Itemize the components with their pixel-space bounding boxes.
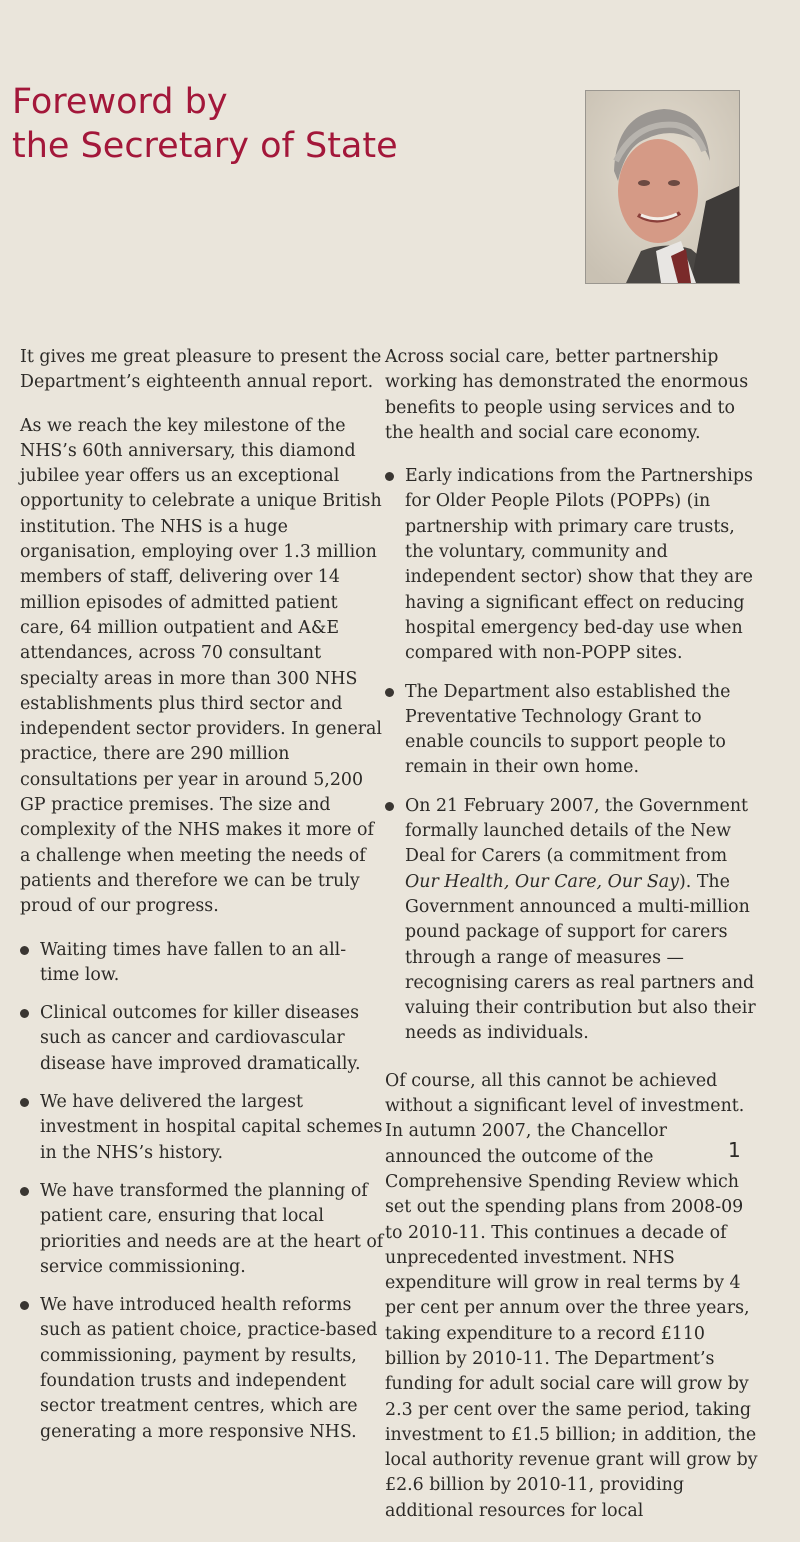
page-title [12,80,398,168]
list-item: We have transformed the planning of patient care, ensuring that local priorities and needs are at the heart of service commissioning. [20,1179,385,1280]
page-number: 1 [728,1138,741,1162]
social-care-list [385,464,760,1047]
nhs-anniversary-paragraph: As we reach the key milestone of the NHS’s 60th anniversary, this diamond jubilee year offers us an exceptional opportunity to celebrate a unique British institution. The NHS is a huge organisation, employing over 1.3 million members of staff, delivering over 14 million episodes of admitted patient care, 64 million outpatient and A&E attendances, across 70 consultant specialty areas in more than 300 NHS establishments plus third sector and independent sector providers. In general practice, there are 290 million consultations per year in around 5,200 GP practice premises. The size and complexity of the NHS makes it more of a challenge when meeting the needs of patients and therefore we can be truly proud of our progress. [20,415,382,917]
right-column [385,345,760,1542]
portrait-icon [586,91,739,283]
left-column [20,345,385,1458]
list-item: Waiting times have fallen to an all-time low. [20,938,385,989]
list-item-text: On 21 February 2007, the Government formally launched details of the New Deal for Carers (a commitment from [405,795,749,867]
intro-paragraph: It gives me great pleasure to present the Department’s eighteenth annual report. [20,347,382,393]
social-care-paragraph: Across social care, better partnership working has demonstrated the enormous benefits to people using services and to the health and social care economy. [385,347,749,443]
list-item: The Department also established the Preventative Technology Grant to enable councils to support people to remain in their own home. [385,680,760,781]
portrait-photo [585,90,740,284]
investment-paragraph: Of course, all this cannot be achieved without a significant level of investment. In autumn 2007, the Chancellor announced the outcome of the Comprehensive Spending Review which set out the spending plans from 2008-09 to 2010-11. This continues a decade of unprecedented investment. NHS expenditure will grow in real terms by 4 per cent per annum over the three years, taking expenditure to a record £110 billion by 2010-11. The Department’s funding for adult social care will grow by 2.3 per cent over the same period, taking investment to £1.5 billion; in addition, the local authority revenue grant will grow by £2.6 billion by 2010-11, providing additional resources for local [385,1070,758,1521]
title-line-1: Foreword by [12,82,228,122]
list-item: We have introduced health reforms such as patient choice, practice-based commissioning, payment by results, foundation trusts and independent sector treatment centres, which are generating a more responsive NHS. [20,1293,385,1445]
list-item-text: ). The Government announced a multi-million pound package of support for carers through a range of measures — recognising carers as real partners and valuing their contribution but also their needs as individuals. [405,871,756,1044]
list-item: Early indications from the Partnerships for Older People Pilots (POPPs) (in partnership with primary care trusts, the voluntary, community and independent sector) show that they are having a significant effect on reducing hospital emergency bed-day use when compared with non-POPP sites. [385,464,760,666]
achievements-list [20,938,385,1445]
title-line-2: the Secretary of State [12,126,398,166]
list-item [385,794,760,1047]
list-item: Clinical outcomes for killer diseases such as cancer and cardiovascular disease have improved dramatically. [20,1001,385,1077]
publication-title: Our Health, Our Care, Our Say [405,871,679,892]
list-item: We have delivered the largest investment in hospital capital schemes in the NHS’s history. [20,1090,385,1166]
